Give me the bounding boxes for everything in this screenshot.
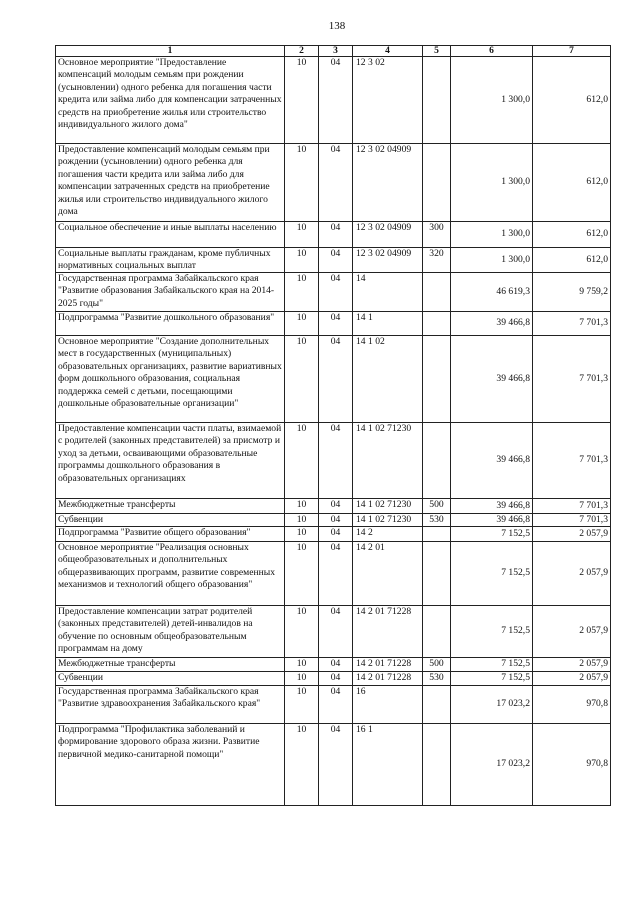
expense-type-cell [423, 542, 451, 606]
expense-type-cell [423, 499, 451, 514]
target-article-cell-text: 14 2 01 [356, 542, 385, 553]
target-article-cell [353, 686, 423, 724]
amount-col-7-cell [533, 514, 611, 527]
row-name-cell [56, 144, 285, 222]
amount-col-6-cell-text: 7 152,5 [501, 567, 530, 579]
amount-col-7-cell-text: 7 701,3 [579, 317, 608, 329]
amount-col-7-cell-text: 7 701,3 [579, 499, 608, 511]
amount-col-6-cell [451, 423, 533, 499]
row-name-cell [56, 606, 285, 658]
row-name-cell-text: Межбюджетные трансферты [58, 499, 176, 510]
section-code-cell [285, 527, 319, 542]
expense-type-cell-text: 300 [429, 222, 444, 233]
subsection-code-cell [319, 658, 353, 672]
target-article-cell-text: 16 1 [356, 724, 373, 735]
target-article-cell [353, 222, 423, 248]
section-code-cell-text: 10 [296, 724, 307, 735]
row-name-cell [56, 222, 285, 248]
row-name-cell [56, 499, 285, 514]
amount-col-7-cell-text: 2 057,9 [579, 658, 608, 670]
amount-col-6-cell-text: 39 466,8 [496, 372, 530, 384]
subsection-code-cell [319, 527, 353, 542]
amount-col-7-cell-text: 7 701,3 [579, 372, 608, 384]
target-article-cell-text: 14 [356, 273, 366, 284]
row-name-cell [56, 312, 285, 336]
amount-col-7-cell [533, 499, 611, 514]
subsection-code-cell [319, 514, 353, 527]
target-article-cell [353, 312, 423, 336]
subsection-code-cell-text: 04 [330, 724, 341, 735]
amount-col-6-cell-text: 1 300,0 [501, 176, 530, 188]
target-article-cell [353, 658, 423, 672]
section-code-cell [285, 144, 319, 222]
subsection-code-cell-text: 04 [330, 222, 341, 233]
subsection-code-cell-text: 04 [330, 658, 341, 669]
amount-col-7-cell-text: 9 759,2 [579, 285, 608, 297]
section-code-cell [285, 248, 319, 273]
subsection-code-cell-text: 04 [330, 312, 341, 323]
expense-type-cell-text: 530 [429, 514, 444, 525]
section-code-cell-text: 10 [296, 686, 307, 697]
expense-type-cell [423, 606, 451, 658]
amount-col-7-cell-text: 612,0 [586, 93, 608, 105]
table-row [56, 144, 611, 222]
amount-col-7-cell-text: 2 057,9 [579, 625, 608, 637]
expense-type-cell [423, 57, 451, 144]
subsection-code-cell-text: 04 [330, 144, 341, 155]
section-code-cell [285, 514, 319, 527]
row-name-cell-text: Предоставление компенсаций молодым семьям при рождении (усыновлении) одного ребенка для погашения части кредита или займа либо для компенсации затраченных средств на приобретение жилья или строительство индивидуального жилого дома [58, 144, 270, 218]
target-article-cell-text: 14 2 01 71228 [356, 658, 412, 669]
table-header [56, 46, 611, 57]
amount-col-6-cell-text: 39 466,8 [496, 499, 530, 511]
target-article-cell [353, 336, 423, 423]
header-col-3: 3 [319, 46, 353, 57]
row-name-cell-text: Субвенции [58, 672, 103, 683]
section-code-cell-text: 10 [296, 273, 307, 284]
amount-col-7-cell [533, 336, 611, 423]
row-name-cell-text: Основное мероприятие "Предоставление компенсаций молодым семьям при рождении (усыновлении) одного ребенка для погашения части кредита или займа либо для компенсации затраченных средств на приобретение жилья или строительство индивидуального жилого дома" [58, 57, 282, 131]
section-code-cell-text: 10 [296, 527, 307, 538]
budget-table [55, 45, 611, 806]
expense-type-cell [423, 527, 451, 542]
amount-col-7-cell [533, 658, 611, 672]
section-code-cell [285, 312, 319, 336]
amount-col-7-cell [533, 273, 611, 312]
amount-col-7-cell-text: 2 057,9 [579, 672, 608, 684]
target-article-cell-text: 14 2 01 71228 [356, 672, 412, 683]
amount-col-6-cell [451, 658, 533, 672]
subsection-code-cell [319, 57, 353, 144]
section-code-cell [285, 542, 319, 606]
target-article-cell [353, 672, 423, 686]
section-code-cell-text: 10 [296, 222, 307, 233]
amount-col-6-cell [451, 672, 533, 686]
subsection-code-cell-text: 04 [330, 672, 341, 683]
target-article-cell [353, 499, 423, 514]
section-code-cell [285, 499, 319, 514]
target-article-cell-text: 16 [356, 686, 366, 697]
expense-type-cell [423, 672, 451, 686]
subsection-code-cell [319, 542, 353, 606]
row-name-cell [56, 273, 285, 312]
expense-type-cell [423, 724, 451, 806]
amount-col-7-cell-text: 2 057,9 [579, 567, 608, 579]
table-row [56, 527, 611, 542]
row-name-cell [56, 672, 285, 686]
amount-col-7-cell-text: 612,0 [586, 253, 608, 265]
subsection-code-cell-text: 04 [330, 514, 341, 525]
section-code-cell-text: 10 [296, 672, 307, 683]
target-article-cell-text: 14 2 01 71228 [356, 606, 412, 617]
section-code-cell [285, 423, 319, 499]
subsection-code-cell [319, 144, 353, 222]
section-code-cell-text: 10 [296, 248, 307, 259]
amount-col-6-cell-text: 7 152,5 [501, 672, 530, 684]
table-row [56, 658, 611, 672]
amount-col-6-cell [451, 222, 533, 248]
row-name-cell-text: Социальные выплаты гражданам, кроме публичных нормативных социальных выплат [58, 248, 271, 272]
section-code-cell-text: 10 [296, 514, 307, 525]
row-name-cell-text: Подпрограмма "Развитие дошкольного образования" [58, 312, 275, 323]
section-code-cell [285, 222, 319, 248]
subsection-code-cell-text: 04 [330, 527, 341, 538]
table-row [56, 499, 611, 514]
row-name-cell-text: Государственная программа Забайкальского края "Развитие образования Забайкальского края на 2014-2025 годы" [58, 273, 275, 309]
row-name-cell-text: Основное мероприятие "Создание дополнительных мест в государственных (муниципальных) образовательных организациях, развитие вариативных форм дошкольного образования, социальная поддержка семей с детьми, посещающими дошкольные образовательные организации" [58, 336, 282, 410]
section-code-cell [285, 606, 319, 658]
amount-col-6-cell [451, 724, 533, 806]
table-row [56, 514, 611, 527]
amount-col-7-cell [533, 57, 611, 144]
expense-type-cell-text: 320 [429, 248, 444, 259]
row-name-cell [56, 686, 285, 724]
subsection-code-cell [319, 499, 353, 514]
section-code-cell [285, 686, 319, 724]
table-row [56, 248, 611, 273]
amount-col-6-cell-text: 17 023,2 [496, 698, 530, 710]
subsection-code-cell-text: 04 [330, 499, 341, 510]
section-code-cell-text: 10 [296, 423, 307, 434]
target-article-cell [353, 542, 423, 606]
row-name-cell [56, 724, 285, 806]
row-name-cell-text: Подпрограмма "Развитие общего образования" [58, 527, 251, 538]
row-name-cell-text: Предоставление компенсации затрат родителей (законных представителей) детей-инвалидов на обучение по основным общеобразовательным программам на дому [58, 606, 253, 655]
expense-type-cell-text: 500 [429, 658, 444, 669]
subsection-code-cell-text: 04 [330, 542, 341, 553]
page-number: 138 [328, 20, 346, 32]
target-article-cell-text: 12 3 02 04909 [356, 248, 412, 259]
amount-col-6-cell-text: 1 300,0 [501, 253, 530, 265]
amount-col-6-cell [451, 144, 533, 222]
amount-col-6-cell-text: 7 152,5 [501, 658, 530, 670]
amount-col-7-cell [533, 542, 611, 606]
amount-col-6-cell [451, 336, 533, 423]
section-code-cell [285, 273, 319, 312]
header-col-6: 6 [451, 46, 533, 57]
target-article-cell-text: 12 3 02 04909 [356, 144, 412, 155]
section-code-cell [285, 724, 319, 806]
section-code-cell [285, 672, 319, 686]
section-code-cell-text: 10 [296, 658, 307, 669]
subsection-code-cell [319, 724, 353, 806]
subsection-code-cell-text: 04 [330, 336, 341, 347]
subsection-code-cell [319, 672, 353, 686]
target-article-cell-text: 14 1 02 [356, 336, 385, 347]
amount-col-6-cell [451, 312, 533, 336]
target-article-cell [353, 57, 423, 144]
amount-col-6-cell [451, 527, 533, 542]
amount-col-7-cell [533, 527, 611, 542]
expense-type-cell [423, 514, 451, 527]
expense-type-cell [423, 222, 451, 248]
section-code-cell-text: 10 [296, 57, 307, 68]
row-name-cell [56, 527, 285, 542]
row-name-cell-text: Основное мероприятие "Реализация основных общеобразовательных и дополнительных общеразвивающих программ, развитие современных механизмов и технологий общего образования" [58, 542, 276, 591]
target-article-cell-text: 12 3 02 [356, 57, 385, 68]
row-name-cell-text: Предоставление компенсации части платы, взимаемой с родителей (законных представителей) за присмотр и уход за детьми, осваивающими образовательные программы дошкольного образования в образовательных организациях [58, 423, 282, 484]
amount-col-6-cell-text: 17 023,2 [496, 758, 530, 770]
amount-col-6-cell-text: 39 466,8 [496, 317, 530, 329]
subsection-code-cell [319, 336, 353, 423]
row-name-cell [56, 542, 285, 606]
table-row [56, 606, 611, 658]
expense-type-cell [423, 273, 451, 312]
section-code-cell [285, 57, 319, 144]
amount-col-6-cell-text: 1 300,0 [501, 93, 530, 105]
target-article-cell-text: 14 2 [356, 527, 373, 538]
table-row [56, 312, 611, 336]
subsection-code-cell [319, 273, 353, 312]
section-code-cell-text: 10 [296, 542, 307, 553]
target-article-cell-text: 14 1 02 71230 [356, 423, 412, 434]
expense-type-cell [423, 144, 451, 222]
table-row [56, 724, 611, 806]
expense-type-cell [423, 336, 451, 423]
subsection-code-cell [319, 222, 353, 248]
amount-col-6-cell-text: 7 152,5 [501, 625, 530, 637]
row-name-cell [56, 57, 285, 144]
header-col-4: 4 [353, 46, 423, 57]
amount-col-7-cell [533, 724, 611, 806]
amount-col-6-cell [451, 686, 533, 724]
table-row [56, 542, 611, 606]
amount-col-7-cell-text: 970,8 [586, 758, 608, 770]
target-article-cell-text: 14 1 02 71230 [356, 499, 412, 510]
amount-col-6-cell [451, 606, 533, 658]
expense-type-cell-text: 530 [429, 672, 444, 683]
amount-col-7-cell [533, 606, 611, 658]
target-article-cell [353, 423, 423, 499]
header-row [56, 46, 611, 57]
section-code-cell-text: 10 [296, 312, 307, 323]
amount-col-6-cell [451, 273, 533, 312]
expense-type-cell [423, 423, 451, 499]
subsection-code-cell-text: 04 [330, 57, 341, 68]
amount-col-6-cell [451, 499, 533, 514]
row-name-cell [56, 423, 285, 499]
amount-col-7-cell-text: 970,8 [586, 698, 608, 710]
table-row [56, 336, 611, 423]
amount-col-6-cell-text: 7 152,5 [501, 527, 530, 539]
subsection-code-cell [319, 423, 353, 499]
subsection-code-cell-text: 04 [330, 248, 341, 259]
amount-col-7-cell [533, 222, 611, 248]
target-article-cell [353, 514, 423, 527]
amount-col-6-cell [451, 542, 533, 606]
subsection-code-cell [319, 606, 353, 658]
amount-col-6-cell [451, 248, 533, 273]
target-article-cell-text: 14 1 [356, 312, 373, 323]
header-col-2: 2 [285, 46, 319, 57]
table-row [56, 273, 611, 312]
target-article-cell [353, 248, 423, 273]
row-name-cell-text: Межбюджетные трансферты [58, 658, 176, 669]
target-article-cell-text: 14 1 02 71230 [356, 514, 412, 525]
table-body [56, 57, 611, 806]
table-row [56, 423, 611, 499]
header-col-1: 1 [56, 46, 285, 57]
amount-col-7-cell-text: 7 701,3 [579, 454, 608, 466]
amount-col-7-cell-text: 2 057,9 [579, 527, 608, 539]
row-name-cell-text: Субвенции [58, 514, 103, 525]
expense-type-cell [423, 686, 451, 724]
row-name-cell [56, 336, 285, 423]
amount-col-7-cell [533, 248, 611, 273]
section-code-cell [285, 336, 319, 423]
amount-col-6-cell [451, 57, 533, 144]
expense-type-cell-text: 500 [429, 499, 444, 510]
section-code-cell-text: 10 [296, 336, 307, 347]
amount-col-6-cell-text: 39 466,8 [496, 514, 530, 525]
amount-col-7-cell-text: 612,0 [586, 228, 608, 240]
table-row [56, 222, 611, 248]
expense-type-cell [423, 248, 451, 273]
subsection-code-cell-text: 04 [330, 686, 341, 697]
expense-type-cell [423, 658, 451, 672]
subsection-code-cell [319, 686, 353, 724]
expense-type-cell [423, 312, 451, 336]
table-row [56, 686, 611, 724]
row-name-cell [56, 248, 285, 273]
target-article-cell-text: 12 3 02 04909 [356, 222, 412, 233]
amount-col-7-cell [533, 672, 611, 686]
row-name-cell-text: Подпрограмма "Профилактика заболеваний и формирование здорового образа жизни. Развитие первичной медико-санитарной помощи" [58, 724, 260, 760]
amount-col-7-cell [533, 312, 611, 336]
amount-col-6-cell [451, 514, 533, 527]
amount-col-6-cell-text: 39 466,8 [496, 454, 530, 466]
section-code-cell-text: 10 [296, 606, 307, 617]
target-article-cell [353, 606, 423, 658]
amount-col-6-cell-text: 1 300,0 [501, 228, 530, 240]
target-article-cell [353, 144, 423, 222]
section-code-cell [285, 658, 319, 672]
subsection-code-cell [319, 248, 353, 273]
amount-col-7-cell-text: 7 701,3 [579, 514, 608, 525]
subsection-code-cell-text: 04 [330, 273, 341, 284]
row-name-cell-text: Социальное обеспечение и иные выплаты населению [58, 222, 277, 233]
row-name-cell [56, 514, 285, 527]
row-name-cell [56, 658, 285, 672]
target-article-cell [353, 273, 423, 312]
header-col-5: 5 [423, 46, 451, 57]
amount-col-7-cell [533, 423, 611, 499]
section-code-cell-text: 10 [296, 499, 307, 510]
table-row [56, 57, 611, 144]
section-code-cell-text: 10 [296, 144, 307, 155]
header-col-7: 7 [533, 46, 611, 57]
amount-col-7-cell [533, 686, 611, 724]
amount-col-7-cell [533, 144, 611, 222]
target-article-cell [353, 527, 423, 542]
row-name-cell-text: Государственная программа Забайкальского края "Развитие здравоохранения Забайкальского края" [58, 686, 261, 710]
target-article-cell [353, 724, 423, 806]
subsection-code-cell [319, 312, 353, 336]
subsection-code-cell-text: 04 [330, 423, 341, 434]
subsection-code-cell-text: 04 [330, 606, 341, 617]
table-row [56, 672, 611, 686]
amount-col-6-cell-text: 46 619,3 [496, 285, 530, 297]
amount-col-7-cell-text: 612,0 [586, 176, 608, 188]
